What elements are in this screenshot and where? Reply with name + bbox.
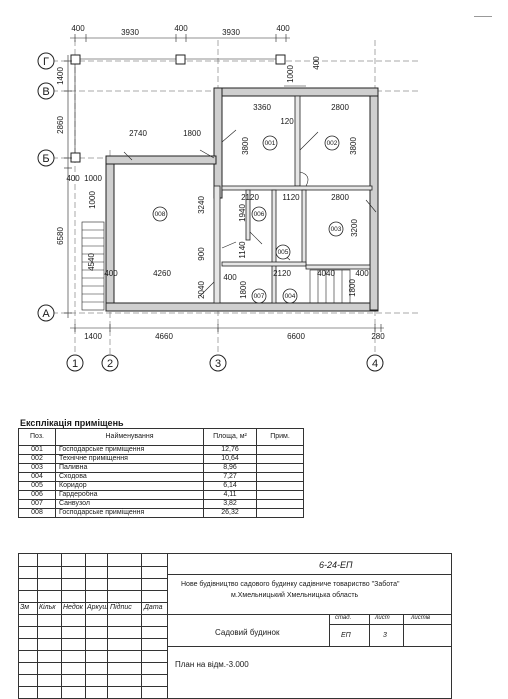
dim-label: 400 xyxy=(174,24,188,33)
dim-label: 120 xyxy=(280,117,294,126)
cell-pos: 002 xyxy=(19,455,56,464)
dim-label: 400 xyxy=(104,269,118,278)
project-line-2: м.Хмельницький Хмельницька область xyxy=(231,592,359,599)
dim-label: 2860 xyxy=(56,116,65,134)
cell-note xyxy=(257,482,304,491)
dim-label: 6600 xyxy=(287,332,305,341)
dim-label: 3240 xyxy=(197,196,206,214)
dim-label: 3200 xyxy=(350,219,359,237)
axis-label: 1 xyxy=(71,358,79,370)
dim-label: 400 xyxy=(276,24,290,33)
explication-title: Експлікація приміщень xyxy=(20,418,124,428)
room-number: 007 xyxy=(253,293,265,300)
sheet-value: 3 xyxy=(383,632,387,639)
dim-label: 400 xyxy=(66,174,80,183)
cell-name: Коридор xyxy=(56,482,204,491)
cell-area: 6,14 xyxy=(204,482,257,491)
cell-note xyxy=(257,455,304,464)
cell-pos: 003 xyxy=(19,464,56,473)
dim-label: 4260 xyxy=(153,269,171,278)
cell-pos: 007 xyxy=(19,500,56,509)
dim-label: 1000 xyxy=(286,65,295,83)
room-number: 008 xyxy=(154,211,166,218)
cell-area: 10,64 xyxy=(204,455,257,464)
sheets-label: листів xyxy=(411,615,431,621)
dim-label: 1000 xyxy=(88,191,97,209)
dim-label: 2800 xyxy=(331,103,349,112)
cell-note xyxy=(257,473,304,482)
col-label-data: Дата xyxy=(144,604,163,611)
axis-label: В xyxy=(42,86,50,98)
axis-label: Б xyxy=(42,153,50,165)
dim-label: 400 xyxy=(312,56,321,70)
cell-area: 3,82 xyxy=(204,500,257,509)
table-row xyxy=(19,482,304,491)
room-marker-007 xyxy=(252,289,266,303)
dim-label: 3930 xyxy=(222,28,240,37)
col-header-pos: Поз. xyxy=(19,429,56,446)
cell-pos: 005 xyxy=(19,482,56,491)
cell-area: 4,11 xyxy=(204,491,257,500)
dim-label: 1800 xyxy=(348,279,357,297)
dim-label: 1000 xyxy=(84,174,102,183)
dim-label: 4660 xyxy=(155,332,173,341)
axis-label: 4 xyxy=(371,358,379,370)
dim-label: 3930 xyxy=(121,28,139,37)
room-marker-006 xyxy=(252,207,266,221)
cell-name: Господарське приміщення xyxy=(56,446,204,455)
dim-label: 1800 xyxy=(183,129,201,138)
cell-pos: 006 xyxy=(19,491,56,500)
cell-note xyxy=(257,464,304,473)
axis-label: 3 xyxy=(214,358,222,370)
room-marker-005 xyxy=(276,245,290,259)
col-header-area: Площа, м² xyxy=(204,429,257,446)
table-row xyxy=(19,509,304,518)
cell-area: 8,96 xyxy=(204,464,257,473)
room-number: 006 xyxy=(253,211,265,218)
dim-label: 280 xyxy=(371,332,385,341)
table-row xyxy=(19,455,304,464)
dim-label: 3360 xyxy=(253,103,271,112)
col-label-pidpys: Підпис xyxy=(110,604,132,611)
dim-label: 2120 xyxy=(241,193,259,202)
dim-label: 1800 xyxy=(239,281,248,299)
dim-label: 2740 xyxy=(129,129,147,138)
room-marker-001 xyxy=(263,136,277,150)
axis-label: 2 xyxy=(106,358,114,370)
room-marker-004 xyxy=(283,289,297,303)
cell-note xyxy=(257,446,304,455)
cell-name: Сходова xyxy=(56,473,204,482)
room-marker-003 xyxy=(329,222,343,236)
dim-label: 3800 xyxy=(349,137,358,155)
cell-name: Санвузол xyxy=(56,500,204,509)
cell-area: 12,76 xyxy=(204,446,257,455)
room-number: 002 xyxy=(326,140,338,147)
cell-note xyxy=(257,500,304,509)
table-row xyxy=(19,446,304,455)
cell-name: Паливна xyxy=(56,464,204,473)
cell-pos: 001 xyxy=(19,446,56,455)
dim-label: 1120 xyxy=(282,193,300,202)
dim-label: 2800 xyxy=(331,193,349,202)
dim-label: 900 xyxy=(197,247,206,261)
bottom-dimension-line xyxy=(70,324,384,332)
sheet-title: План на відм.-3.000 xyxy=(175,660,249,669)
dim-label: 1140 xyxy=(238,241,247,259)
col-header-note: Прим. xyxy=(257,429,304,446)
explication-table xyxy=(18,428,304,518)
dim-label: 400 xyxy=(355,269,369,278)
dim-label: 2120 xyxy=(273,269,291,278)
stage-label: стад. xyxy=(335,615,352,621)
col-header-name: Найменування xyxy=(56,429,204,446)
room-number: 003 xyxy=(330,226,342,233)
room-number: 001 xyxy=(264,140,276,147)
col-label-arkush: Аркуш xyxy=(87,604,109,611)
cell-note xyxy=(257,509,304,518)
stage-value: ЕП xyxy=(341,632,351,639)
top-dimension-line xyxy=(70,34,290,42)
dim-label: 6580 xyxy=(56,227,65,245)
table-row xyxy=(19,464,304,473)
room-marker-008 xyxy=(153,207,167,221)
room-number: 005 xyxy=(277,249,289,256)
dim-label: 1400 xyxy=(84,332,102,341)
dim-label: 400 xyxy=(71,24,85,33)
cell-name: Гардеробна xyxy=(56,491,204,500)
building-name: Садовий будинок xyxy=(215,628,280,637)
room-marker-002 xyxy=(325,136,339,150)
table-header-row xyxy=(19,429,304,446)
dim-label: 2040 xyxy=(197,281,206,299)
axis-label: А xyxy=(42,308,50,320)
title-block xyxy=(18,553,452,699)
table-row xyxy=(19,500,304,509)
sheet-label: лист xyxy=(375,615,390,621)
cell-pos: 008 xyxy=(19,509,56,518)
dim-label: 3800 xyxy=(241,137,250,155)
left-dimension-line xyxy=(64,55,72,318)
doc-code: 6-24-ЕП xyxy=(319,560,353,570)
cell-name: Технічне приміщення xyxy=(56,455,204,464)
col-label-nedok: Недок xyxy=(63,604,83,611)
dim-label: 400 xyxy=(223,273,237,282)
cell-area: 7,27 xyxy=(204,473,257,482)
dim-label: 4540 xyxy=(87,253,96,271)
cell-note xyxy=(257,491,304,500)
row-axis-gamma xyxy=(38,53,420,69)
room-number: 004 xyxy=(284,293,296,300)
table-row xyxy=(19,473,304,482)
dim-label: 1400 xyxy=(56,67,65,85)
project-line-1: Нове будівництво садового будинку садівниче товариство "Забота" xyxy=(181,581,400,588)
col-label-kilk: Кільк xyxy=(39,604,56,611)
dim-label: 4040 xyxy=(317,269,335,278)
col-label-zm: Зм xyxy=(20,604,30,611)
axis-label: Г xyxy=(43,56,49,68)
cell-pos: 004 xyxy=(19,473,56,482)
table-row xyxy=(19,491,304,500)
cell-area: 26,32 xyxy=(204,509,257,518)
dim-label: 1940 xyxy=(238,204,247,222)
cell-name: Господарське приміщення xyxy=(56,509,204,518)
